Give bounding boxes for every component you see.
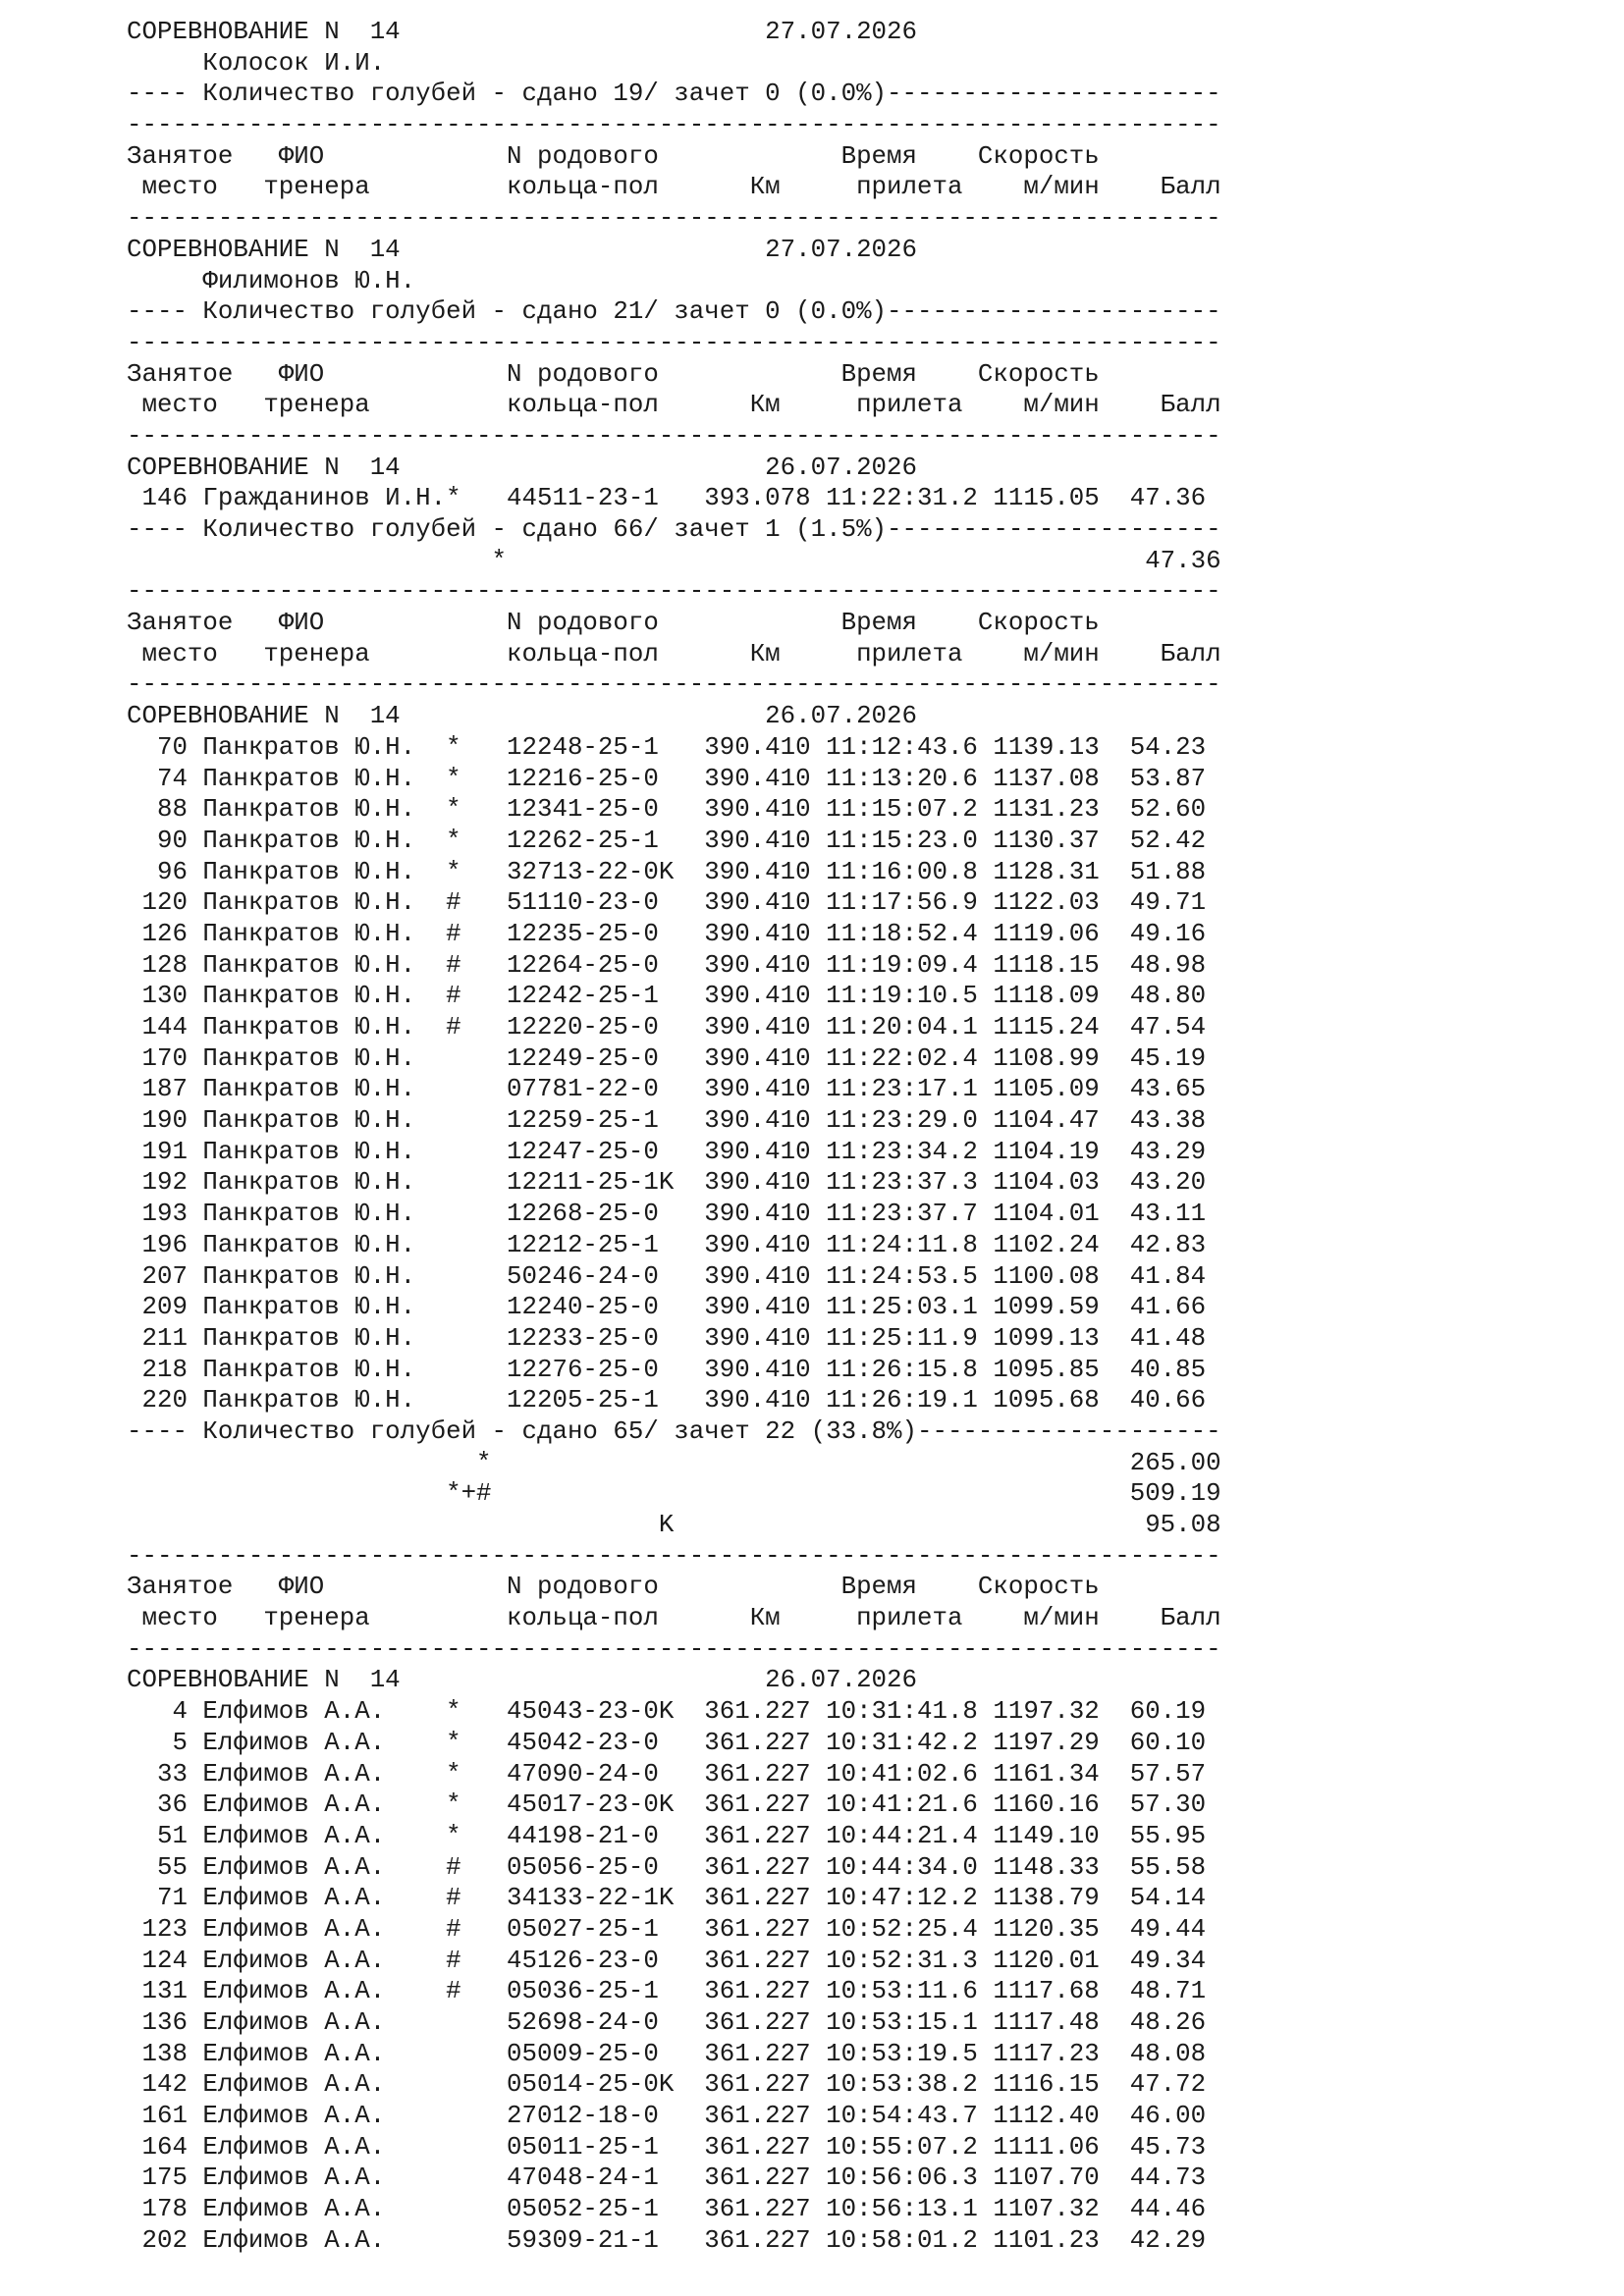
column-header: Занятое ФИО N родового Время Скорость bbox=[127, 1573, 1100, 1602]
result-row: 120 Панкратов Ю.Н. # 51110-23-0 390.410 11:17:56.9 1122.03 49.71 bbox=[127, 888, 1207, 918]
result-row: 4 Елфимов А.А. * 45043-23-0K 361.227 10:31:41.8 1197.32 60.19 bbox=[127, 1697, 1207, 1727]
result-row: 187 Панкратов Ю.Н. 07781-22-0 390.410 11:23:17.1 1105.09 43.65 bbox=[127, 1075, 1207, 1104]
result-row: 164 Елфимов А.А. 05011-25-1 361.227 10:55:07.2 1111.06 45.73 bbox=[127, 2132, 1207, 2162]
separator-line: ------------------------------------------------------------------------ bbox=[127, 1634, 1221, 1664]
result-row: 209 Панкратов Ю.Н. 12240-25-0 390.410 11:25:03.1 1099.59 41.66 bbox=[127, 1293, 1207, 1322]
result-row: 144 Панкратов Ю.Н. # 12220-25-0 390.410 11:20:04.1 1115.24 47.54 bbox=[127, 1013, 1207, 1041]
result-row: 192 Панкратов Ю.Н. 12211-25-1K 390.410 11:23:37.3 1104.03 43.20 bbox=[127, 1168, 1207, 1198]
competition-header: СОРЕВНОВАНИЕ N 14 26.07.2026 bbox=[127, 1666, 917, 1695]
results-document bbox=[127, 17, 1599, 2257]
result-row: 170 Панкратов Ю.Н. 12249-25-0 390.410 11:22:02.4 1108.99 45.19 bbox=[127, 1043, 1207, 1073]
result-row: 70 Панкратов Ю.Н. * 12248-25-1 390.410 11:12:43.6 1139.13 54.23 bbox=[127, 732, 1207, 762]
pigeon-count-summary: ---- Количество голубей - сдано 21/ зачет 0 (0.0%)---------------------- bbox=[127, 297, 1221, 327]
result-row: 218 Панкратов Ю.Н. 12276-25-0 390.410 11:26:15.8 1095.85 40.85 bbox=[127, 1355, 1207, 1384]
result-row: 55 Елфимов А.А. # 05056-25-0 361.227 10:44:34.0 1148.33 55.58 bbox=[127, 1852, 1207, 1882]
fancier-name: Колосок И.И. bbox=[127, 48, 386, 78]
separator-line: ------------------------------------------------------------------------ bbox=[127, 204, 1221, 234]
result-row: 96 Панкратов Ю.Н. * 32713-22-0K 390.410 11:16:00.8 1128.31 51.88 bbox=[127, 857, 1207, 886]
result-row: 191 Панкратов Ю.Н. 12247-25-0 390.410 11:23:34.2 1104.19 43.29 bbox=[127, 1137, 1207, 1166]
result-row: 142 Елфимов А.А. 05014-25-0K 361.227 10:53:38.2 1116.15 47.72 bbox=[127, 2070, 1207, 2100]
competition-header: СОРЕВНОВАНИЕ N 14 26.07.2026 bbox=[127, 453, 917, 482]
competition-header: СОРЕВНОВАНИЕ N 14 27.07.2026 bbox=[127, 18, 917, 46]
pigeon-count-summary: ---- Количество голубей - сдано 65/ зачет 22 (33.8%)-------------------- bbox=[127, 1416, 1221, 1446]
result-row: 196 Панкратов Ю.Н. 12212-25-1 390.410 11:24:11.8 1102.24 42.83 bbox=[127, 1230, 1207, 1259]
separator-line: ------------------------------------------------------------------------ bbox=[127, 111, 1221, 140]
pigeon-count-summary: ---- Количество голубей - сдано 19/ зачет 0 (0.0%)---------------------- bbox=[127, 80, 1221, 109]
result-row: 36 Елфимов А.А. * 45017-23-0K 361.227 10:41:21.6 1160.16 57.30 bbox=[127, 1790, 1207, 1820]
result-row: 178 Елфимов А.А. 05052-25-1 361.227 10:56:13.1 1107.32 44.46 bbox=[127, 2195, 1207, 2224]
column-header: Занятое ФИО N родового Время Скорость bbox=[127, 141, 1100, 171]
score-total: * 47.36 bbox=[127, 546, 1221, 575]
column-header: Занятое ФИО N родового Время Скорость bbox=[127, 609, 1100, 638]
column-header: Занятое ФИО N родового Время Скорость bbox=[127, 359, 1100, 389]
competition-header: СОРЕВНОВАНИЕ N 14 26.07.2026 bbox=[127, 702, 917, 731]
result-row: 207 Панкратов Ю.Н. 50246-24-0 390.410 11:24:53.5 1100.08 41.84 bbox=[127, 1261, 1207, 1291]
result-row: 131 Елфимов А.А. # 05036-25-1 361.227 10:53:11.6 1117.68 48.71 bbox=[127, 1977, 1207, 2006]
pigeon-count-summary: ---- Количество голубей - сдано 66/ зачет 1 (1.5%)---------------------- bbox=[127, 515, 1221, 544]
result-row: 128 Панкратов Ю.Н. # 12264-25-0 390.410 11:19:09.4 1118.15 48.98 bbox=[127, 950, 1207, 980]
result-row: 136 Елфимов А.А. 52698-24-0 361.227 10:53:15.1 1117.48 48.26 bbox=[127, 2008, 1207, 2037]
separator-line: ------------------------------------------------------------------------ bbox=[127, 577, 1221, 607]
result-row: 51 Елфимов А.А. * 44198-21-0 361.227 10:44:21.4 1149.10 55.95 bbox=[127, 1821, 1207, 1850]
separator-line: ------------------------------------------------------------------------ bbox=[127, 1541, 1221, 1571]
result-row: 124 Елфимов А.А. # 45126-23-0 361.227 10:52:31.3 1120.01 49.34 bbox=[127, 1946, 1207, 1975]
result-row: 130 Панкратов Ю.Н. # 12242-25-1 390.410 11:19:10.5 1118.09 48.80 bbox=[127, 982, 1207, 1011]
column-header: место тренера кольца-пол Км прилета м/мин Балл bbox=[127, 639, 1221, 668]
result-row: 146 Гражданинов И.Н.* 44511-23-1 393.078 11:22:31.2 1115.05 47.36 bbox=[127, 484, 1207, 513]
fancier-name: Филимонов Ю.Н. bbox=[127, 266, 416, 295]
competition-header: СОРЕВНОВАНИЕ N 14 27.07.2026 bbox=[127, 235, 917, 264]
column-header: место тренера кольца-пол Км прилета м/мин Балл bbox=[127, 173, 1221, 202]
result-row: 220 Панкратов Ю.Н. 12205-25-1 390.410 11:26:19.1 1095.68 40.66 bbox=[127, 1386, 1207, 1415]
separator-line: ------------------------------------------------------------------------ bbox=[127, 421, 1221, 451]
score-total: K 95.08 bbox=[127, 1511, 1221, 1539]
result-row: 5 Елфимов А.А. * 45042-23-0 361.227 10:31:42.2 1197.29 60.10 bbox=[127, 1728, 1207, 1757]
result-row: 175 Елфимов А.А. 47048-24-1 361.227 10:56:06.3 1107.70 44.73 bbox=[127, 2163, 1207, 2193]
result-row: 74 Панкратов Ю.Н. * 12216-25-0 390.410 11:13:20.6 1137.08 53.87 bbox=[127, 764, 1207, 793]
column-header: место тренера кольца-пол Км прилета м/мин Балл bbox=[127, 1604, 1221, 1633]
separator-line: ------------------------------------------------------------------------ bbox=[127, 328, 1221, 357]
result-row: 138 Елфимов А.А. 05009-25-0 361.227 10:53:19.5 1117.23 48.08 bbox=[127, 2039, 1207, 2068]
result-row: 71 Елфимов А.А. # 34133-22-1K 361.227 10:47:12.2 1138.79 54.14 bbox=[127, 1884, 1207, 1913]
result-row: 211 Панкратов Ю.Н. 12233-25-0 390.410 11:25:11.9 1099.13 41.48 bbox=[127, 1323, 1207, 1353]
result-row: 126 Панкратов Ю.Н. # 12235-25-0 390.410 11:18:52.4 1119.06 49.16 bbox=[127, 919, 1207, 948]
separator-line: ------------------------------------------------------------------------ bbox=[127, 670, 1221, 700]
score-total: *+# 509.19 bbox=[127, 1479, 1221, 1509]
score-total: * 265.00 bbox=[127, 1448, 1221, 1477]
result-row: 33 Елфимов А.А. * 47090-24-0 361.227 10:41:02.6 1161.34 57.57 bbox=[127, 1759, 1207, 1789]
result-row: 123 Елфимов А.А. # 05027-25-1 361.227 10:52:25.4 1120.35 49.44 bbox=[127, 1914, 1207, 1944]
result-row: 90 Панкратов Ю.Н. * 12262-25-1 390.410 11:15:23.0 1130.37 52.42 bbox=[127, 826, 1207, 855]
result-row: 88 Панкратов Ю.Н. * 12341-25-0 390.410 11:15:07.2 1131.23 52.60 bbox=[127, 795, 1207, 825]
result-row: 190 Панкратов Ю.Н. 12259-25-1 390.410 11:23:29.0 1104.47 43.38 bbox=[127, 1106, 1207, 1136]
result-row: 202 Елфимов А.А. 59309-21-1 361.227 10:58:01.2 1101.23 42.29 bbox=[127, 2225, 1207, 2255]
result-row: 193 Панкратов Ю.Н. 12268-25-0 390.410 11:23:37.7 1104.01 43.11 bbox=[127, 1200, 1207, 1229]
column-header: место тренера кольца-пол Км прилета м/мин Балл bbox=[127, 391, 1221, 420]
result-row: 161 Елфимов А.А. 27012-18-0 361.227 10:54:43.7 1112.40 46.00 bbox=[127, 2102, 1207, 2131]
